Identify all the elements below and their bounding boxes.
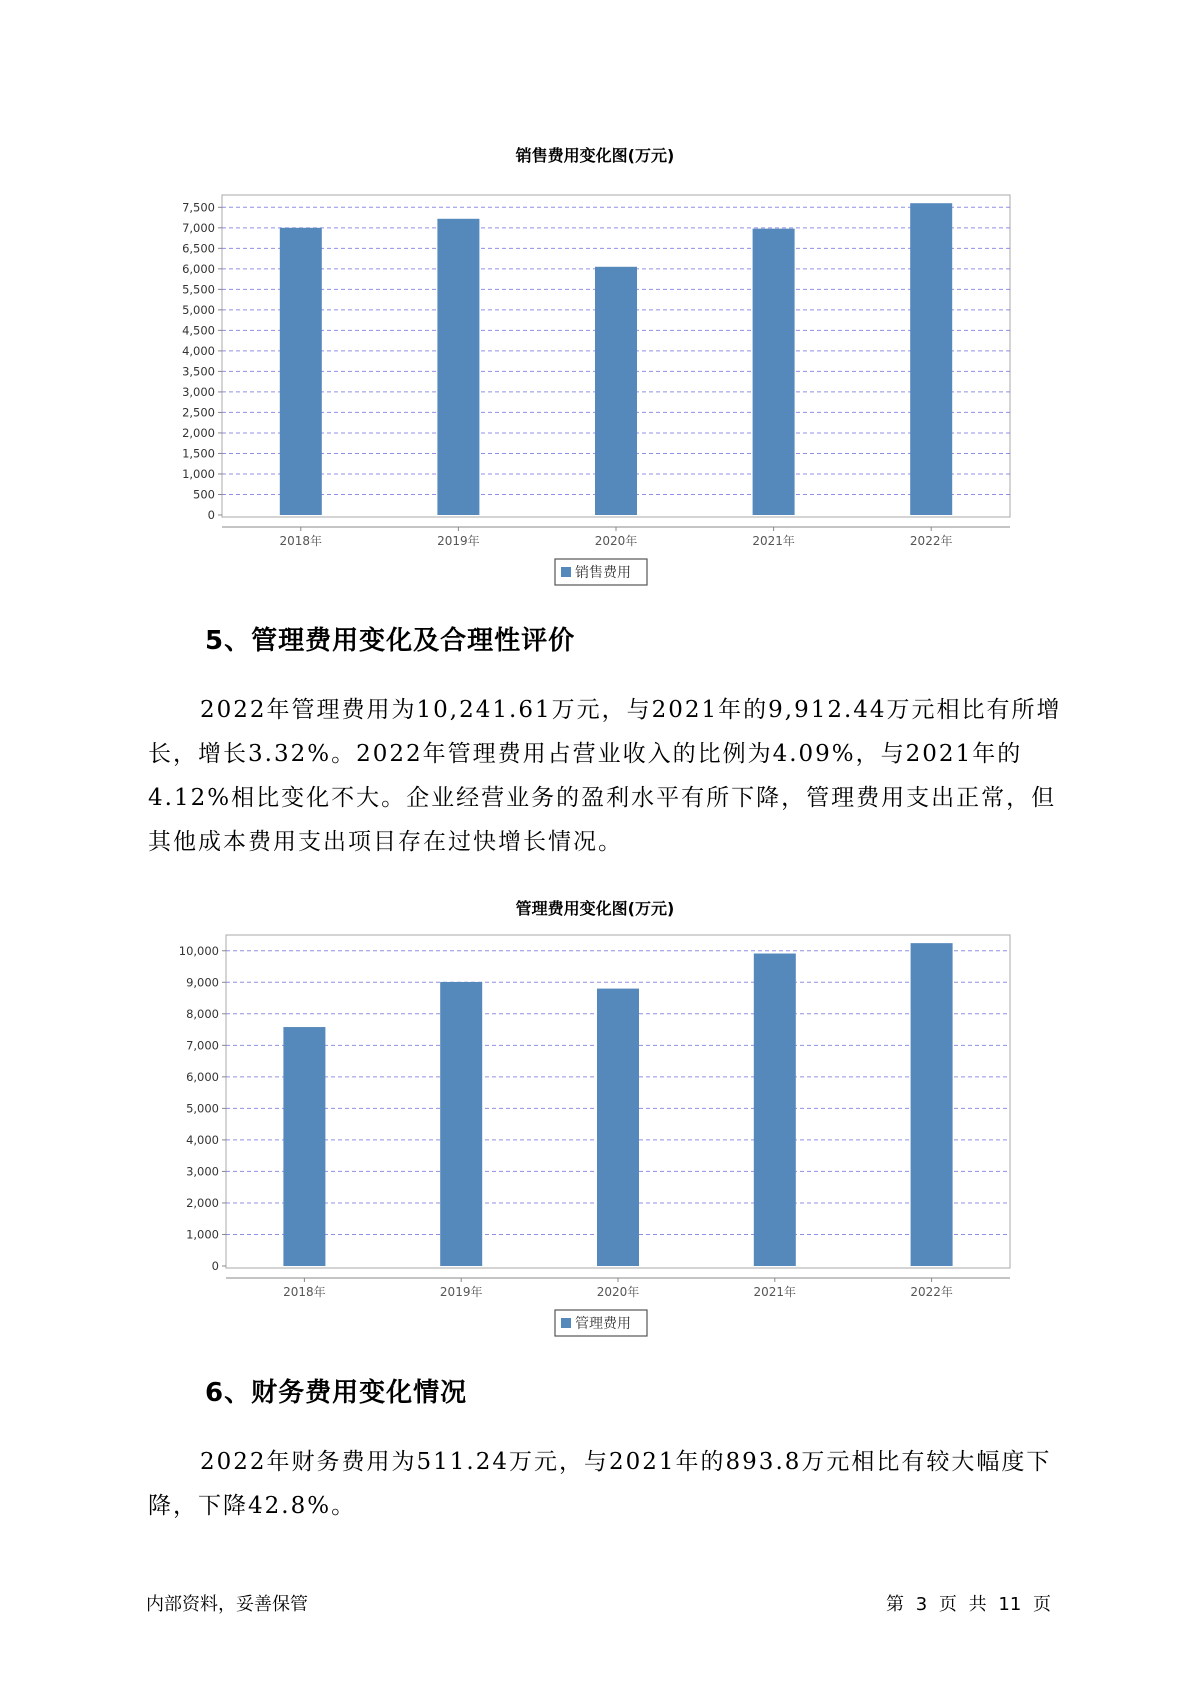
y-tick-label: 6,000 [186, 1069, 219, 1084]
x-tick-label: 2021年 [753, 1285, 797, 1299]
x-tick-label: 2019年 [439, 1285, 483, 1299]
admin-expense-chart [0, 888, 1191, 1348]
y-tick-label: 3,500 [182, 364, 215, 379]
section-6-heading: 6、财务费用变化情况 [205, 1378, 468, 1408]
bar [283, 1027, 325, 1266]
bar [280, 228, 322, 515]
y-tick-label: 2,500 [182, 405, 215, 420]
x-tick-label: 2018年 [279, 534, 323, 548]
sales-expense-chart [0, 135, 1191, 595]
y-tick-label: 3,000 [182, 384, 215, 399]
y-tick-label: 0 [211, 1259, 219, 1273]
y-tick-label: 2,000 [186, 1195, 219, 1210]
x-tick-label: 2022年 [910, 1285, 953, 1299]
bar [440, 982, 482, 1266]
y-tick-label: 1,000 [186, 1227, 219, 1242]
y-tick-label: 5,500 [182, 282, 215, 297]
y-tick-label: 0 [207, 508, 215, 522]
chart-title: 销售费用变化图(万元) [515, 146, 675, 165]
y-tick-label: 5,000 [186, 1101, 219, 1116]
y-tick-label: 1,500 [182, 446, 215, 461]
y-tick-label: 3,000 [186, 1164, 219, 1179]
section-5-paragraph: 2022年管理费用为10,241.61万元，与2021年的9,912.44万元相比有所增长，增长3.32%。2022年管理费用占营业收入的比例为4.09%，与2021年的4.12%相比变化不大。企业经营业务的盈利水平有所下降，管理费用支出正常，但其他成本费用支出项目存在过快增长情况。 [148, 697, 1062, 855]
x-tick-label: 2020年 [594, 534, 638, 548]
bar [597, 989, 639, 1266]
chart-title: 管理费用变化图(万元) [515, 899, 675, 918]
y-tick-label: 4,000 [182, 343, 215, 358]
section-5-heading: 5、管理费用变化及合理性评价 [205, 626, 576, 656]
y-tick-label: 9,000 [186, 975, 219, 990]
y-tick-label: 10,000 [178, 943, 219, 958]
legend-swatch [561, 567, 571, 577]
sales-expense-chart-svg [0, 135, 1191, 595]
y-tick-label: 1,000 [182, 466, 215, 481]
y-tick-label: 2,000 [182, 425, 215, 440]
bar [911, 943, 953, 1266]
footer-page-number: 第 3 页 共 11 页 [886, 1594, 1051, 1615]
legend-swatch [561, 1318, 571, 1328]
y-tick-label: 4,000 [186, 1132, 219, 1147]
bar [595, 267, 637, 515]
admin-expense-chart-svg [0, 888, 1191, 1348]
y-tick-label: 500 [193, 487, 215, 502]
y-tick-label: 5,000 [182, 302, 215, 317]
y-tick-label: 7,000 [186, 1038, 219, 1053]
x-tick-label: 2018年 [283, 1285, 326, 1299]
bar [910, 203, 952, 515]
y-tick-label: 8,000 [186, 1006, 219, 1021]
y-tick-label: 6,500 [182, 241, 215, 256]
x-tick-label: 2019年 [437, 534, 480, 548]
y-tick-label: 7,000 [182, 220, 215, 235]
x-tick-label: 2022年 [909, 534, 953, 548]
x-tick-label: 2020年 [596, 1285, 640, 1299]
bar [437, 219, 479, 515]
y-tick-label: 4,500 [182, 323, 215, 338]
y-tick-label: 6,000 [182, 261, 215, 276]
x-tick-label: 2021年 [752, 534, 795, 548]
section-6-paragraph: 2022年财务费用为511.24万元，与2021年的893.8万元相比有较大幅度下降，下降42.8%。 [148, 1449, 1052, 1519]
y-tick-label: 7,500 [182, 200, 215, 215]
legend-label: 销售费用 [575, 565, 631, 581]
bar [754, 954, 796, 1266]
legend-label: 管理费用 [575, 1316, 631, 1332]
footer-confidential-note: 内部资料，妥善保管 [146, 1594, 308, 1615]
bar [753, 229, 795, 515]
